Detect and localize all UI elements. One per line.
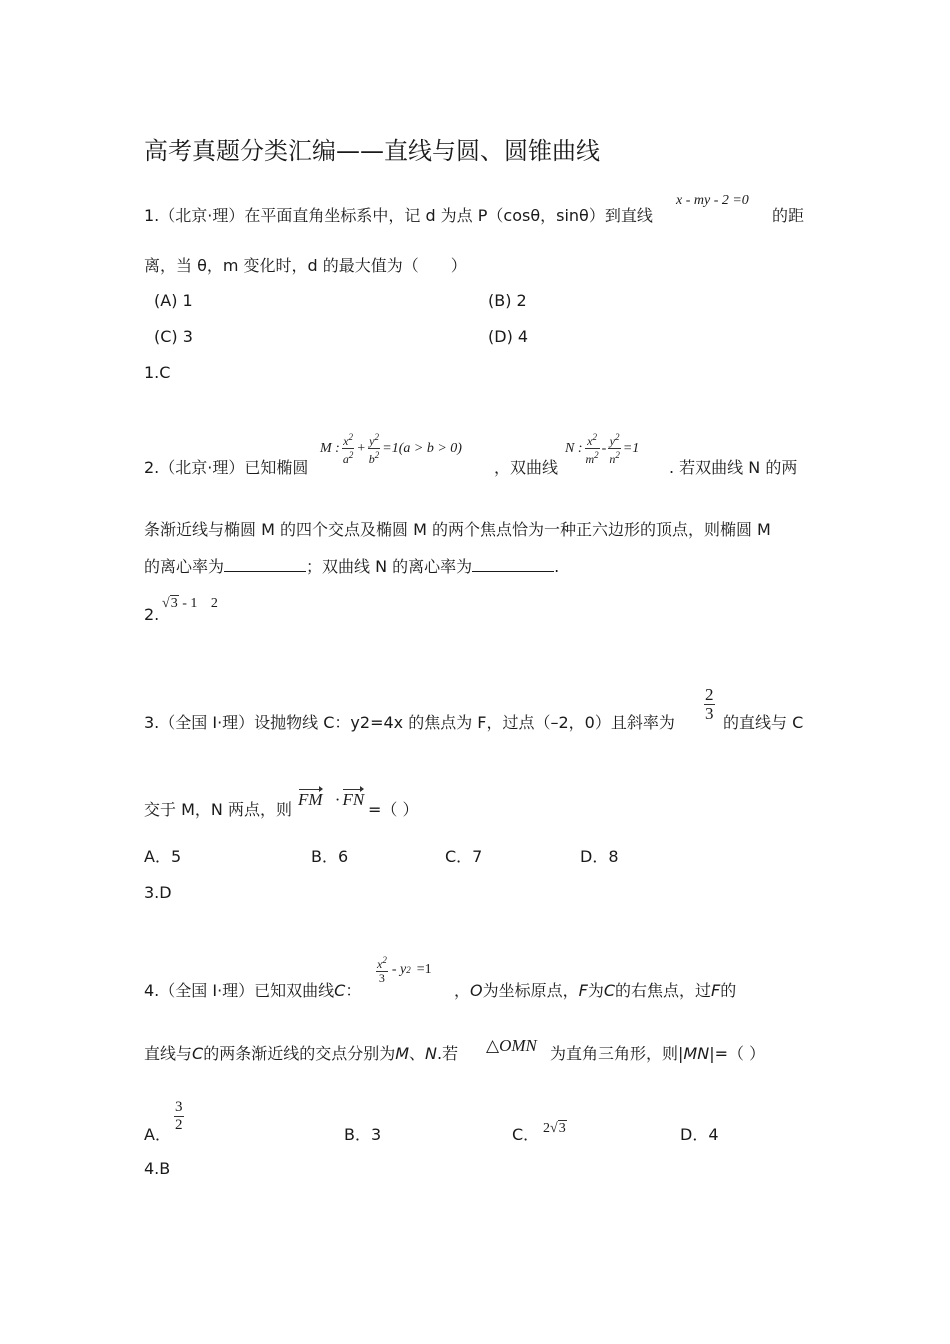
q1-option-a: (A) 1 bbox=[154, 291, 193, 310]
q4-option-a-label: A． bbox=[144, 1125, 171, 1144]
q2-line3-part2: ；双曲线 N 的离心率为 bbox=[306, 557, 473, 576]
q2-stem-line3 bbox=[144, 557, 559, 577]
q4-colon: ： bbox=[345, 981, 362, 1000]
q4-optc-coef: 2 bbox=[543, 1121, 550, 1136]
q3-option-d: D．8 bbox=[580, 847, 619, 866]
q3-slope-fraction bbox=[702, 686, 717, 723]
q4-var-c3: C bbox=[192, 1044, 204, 1063]
q2-line3-part1: 的离心率为 bbox=[144, 557, 225, 576]
q2-stem-line1-end: . 若双曲线 N 的两 bbox=[669, 458, 798, 477]
q1-line-formula: x - my - 2 =0 bbox=[676, 193, 749, 208]
q2-line3-part3: . bbox=[554, 557, 560, 576]
q4-part-e: 的右焦点，过 bbox=[615, 981, 712, 1000]
q2-answer-sqrt: 3 bbox=[170, 596, 178, 611]
q2-ellipse-formula: M : $\frac{x^2}{a^2}$ + $\frac{y^2}{b^2}$ =1(a > b > 0) bbox=[320, 432, 462, 466]
q4-part-a: 4.（全国 I·理）已知双曲线 bbox=[144, 981, 335, 1000]
q4-option-c-label: C． bbox=[512, 1125, 540, 1144]
q2-answer-prefix: 2. bbox=[144, 605, 160, 624]
q4-var-c2: C bbox=[603, 981, 616, 1000]
q4-stem-line1 bbox=[144, 981, 361, 1001]
ellipse-frac-x: $\frac{x^2}{a^2}$ bbox=[342, 432, 354, 466]
q2-answer-second: 2 bbox=[210, 596, 218, 611]
q4-var-f2: F bbox=[711, 981, 721, 1000]
q1-option-b: (B) 2 bbox=[488, 291, 527, 310]
q4-triangle-omn: △OMN bbox=[486, 1036, 537, 1055]
hyperbola-name: N : bbox=[565, 440, 583, 456]
q2-blank-1 bbox=[224, 557, 306, 572]
q4-part-f: 的 bbox=[720, 981, 737, 1000]
q2-hyperbola-formula: N : $\frac{x^2}{m^2}$ - $\frac{y^2}{n^2}$ =1 bbox=[565, 432, 640, 466]
q4-l2-e: |=（ ） bbox=[709, 1044, 766, 1063]
q2-answer-formula: √3 - 1 2 bbox=[162, 596, 218, 611]
q4-var-o: O bbox=[470, 981, 483, 1000]
q4-mn: MN bbox=[683, 1044, 710, 1063]
q3-vector-fm: FM bbox=[298, 790, 323, 809]
q3-slope-num: 2 bbox=[705, 685, 714, 704]
ellipse-name: M : bbox=[320, 440, 340, 456]
q2-answer-rest: - 1 bbox=[182, 596, 198, 611]
q4-comma: ， bbox=[454, 981, 471, 1000]
q4-stem-line1-end bbox=[454, 981, 736, 1001]
page-title: 高考真题分类汇编——直线与圆、圆锥曲线 bbox=[144, 137, 600, 165]
q3-vector-product bbox=[298, 791, 364, 809]
q2-stem-hyperbola-label: ，双曲线 bbox=[494, 458, 559, 477]
hyperbola-frac-x: $\frac{x^2}{m^2}$ bbox=[585, 432, 599, 466]
q3-vector-fn: FN bbox=[342, 790, 365, 809]
q3-dot: · bbox=[334, 790, 341, 809]
q3-option-b: B．6 bbox=[311, 847, 349, 866]
q3-option-c: C．7 bbox=[445, 847, 483, 866]
q4-var-m: M bbox=[395, 1044, 410, 1063]
q4-optc-rad: 3 bbox=[558, 1121, 566, 1136]
q4-part-c: 为坐标原点， bbox=[482, 981, 579, 1000]
q3-stem-line1-end: 的直线与 C bbox=[723, 713, 804, 732]
q4-option-c-formula: 2√3 bbox=[543, 1121, 566, 1136]
q4-frac-num: x bbox=[377, 957, 383, 971]
q4-opta-den: 2 bbox=[175, 1117, 183, 1133]
ellipse-frac-y: $\frac{y^2}{b^2}$ bbox=[368, 432, 380, 466]
q4-frac-den: 3 bbox=[378, 971, 385, 985]
q4-var-n: N bbox=[425, 1044, 437, 1063]
q4-var-f: F bbox=[578, 981, 588, 1000]
q4-option-a-fraction bbox=[172, 1099, 186, 1134]
q1-answer: 1.C bbox=[144, 363, 171, 382]
hyperbola-rhs: =1 bbox=[622, 440, 640, 456]
q4-l2-d: 为直角三角形，则| bbox=[550, 1044, 684, 1063]
q4-hyperbola-formula: $\frac{x^2}{3}$ - y 2 =1 bbox=[377, 955, 432, 985]
q3-stem-line1: 3.（全国 I·理）设抛物线 C：y2=4x 的焦点为 F，过点（–2，0）且斜率为 bbox=[144, 713, 675, 732]
q4-option-d: D．4 bbox=[680, 1125, 719, 1144]
q4-l2-c: .若 bbox=[437, 1044, 459, 1063]
q4-l2-a: 直线与 bbox=[144, 1044, 193, 1063]
q4-sep: 、 bbox=[409, 1044, 426, 1063]
ellipse-rhs: =1(a > b > 0) bbox=[382, 440, 462, 456]
q1-option-d: (D) 4 bbox=[488, 327, 529, 346]
q1-stem-line1-end: 的距 bbox=[772, 206, 805, 225]
hyperbola-frac-y: $\frac{y^2}{n^2}$ bbox=[609, 432, 620, 466]
q4-l2-b: 的两条渐近线的交点分别为 bbox=[203, 1044, 396, 1063]
q4-part-d: 为 bbox=[587, 981, 604, 1000]
q2-blank-2 bbox=[472, 557, 554, 572]
q4-stem-line2-end bbox=[550, 1044, 765, 1064]
q3-option-a: A．5 bbox=[144, 847, 182, 866]
q4-stem-line2 bbox=[144, 1044, 458, 1064]
q3-answer: 3.D bbox=[144, 883, 172, 902]
q3-stem-line2: 交于 M，N 两点，则 bbox=[144, 800, 292, 819]
q4-var-c: C bbox=[334, 981, 346, 1000]
q4-minus-y: - y bbox=[391, 961, 407, 977]
q4-opta-num: 3 bbox=[175, 1099, 183, 1115]
q4-answer: 4.B bbox=[144, 1159, 171, 1178]
q2-stem-line2: 条渐近线与椭圆 M 的四个交点及椭圆 M 的两个焦点恰为一种正六边形的顶点，则椭圆 M bbox=[144, 520, 771, 539]
q2-stem-line1: 2.（北京·理）已知椭圆 bbox=[144, 458, 309, 477]
q1-stem-line1: 1.（北京·理）在平面直角坐标系中，记 d 为点 P（cosθ，sinθ）到直线 bbox=[144, 206, 653, 225]
q4-option-b: B．3 bbox=[344, 1125, 382, 1144]
q4-equals: =1 bbox=[416, 961, 432, 977]
q1-option-c: (C) 3 bbox=[154, 327, 193, 346]
q3-stem-line2-end: =（ ） bbox=[368, 800, 419, 819]
q1-stem-line2: 离，当 θ，m 变化时，d 的最大值为（ ） bbox=[144, 256, 467, 275]
q3-slope-den: 3 bbox=[705, 704, 714, 723]
